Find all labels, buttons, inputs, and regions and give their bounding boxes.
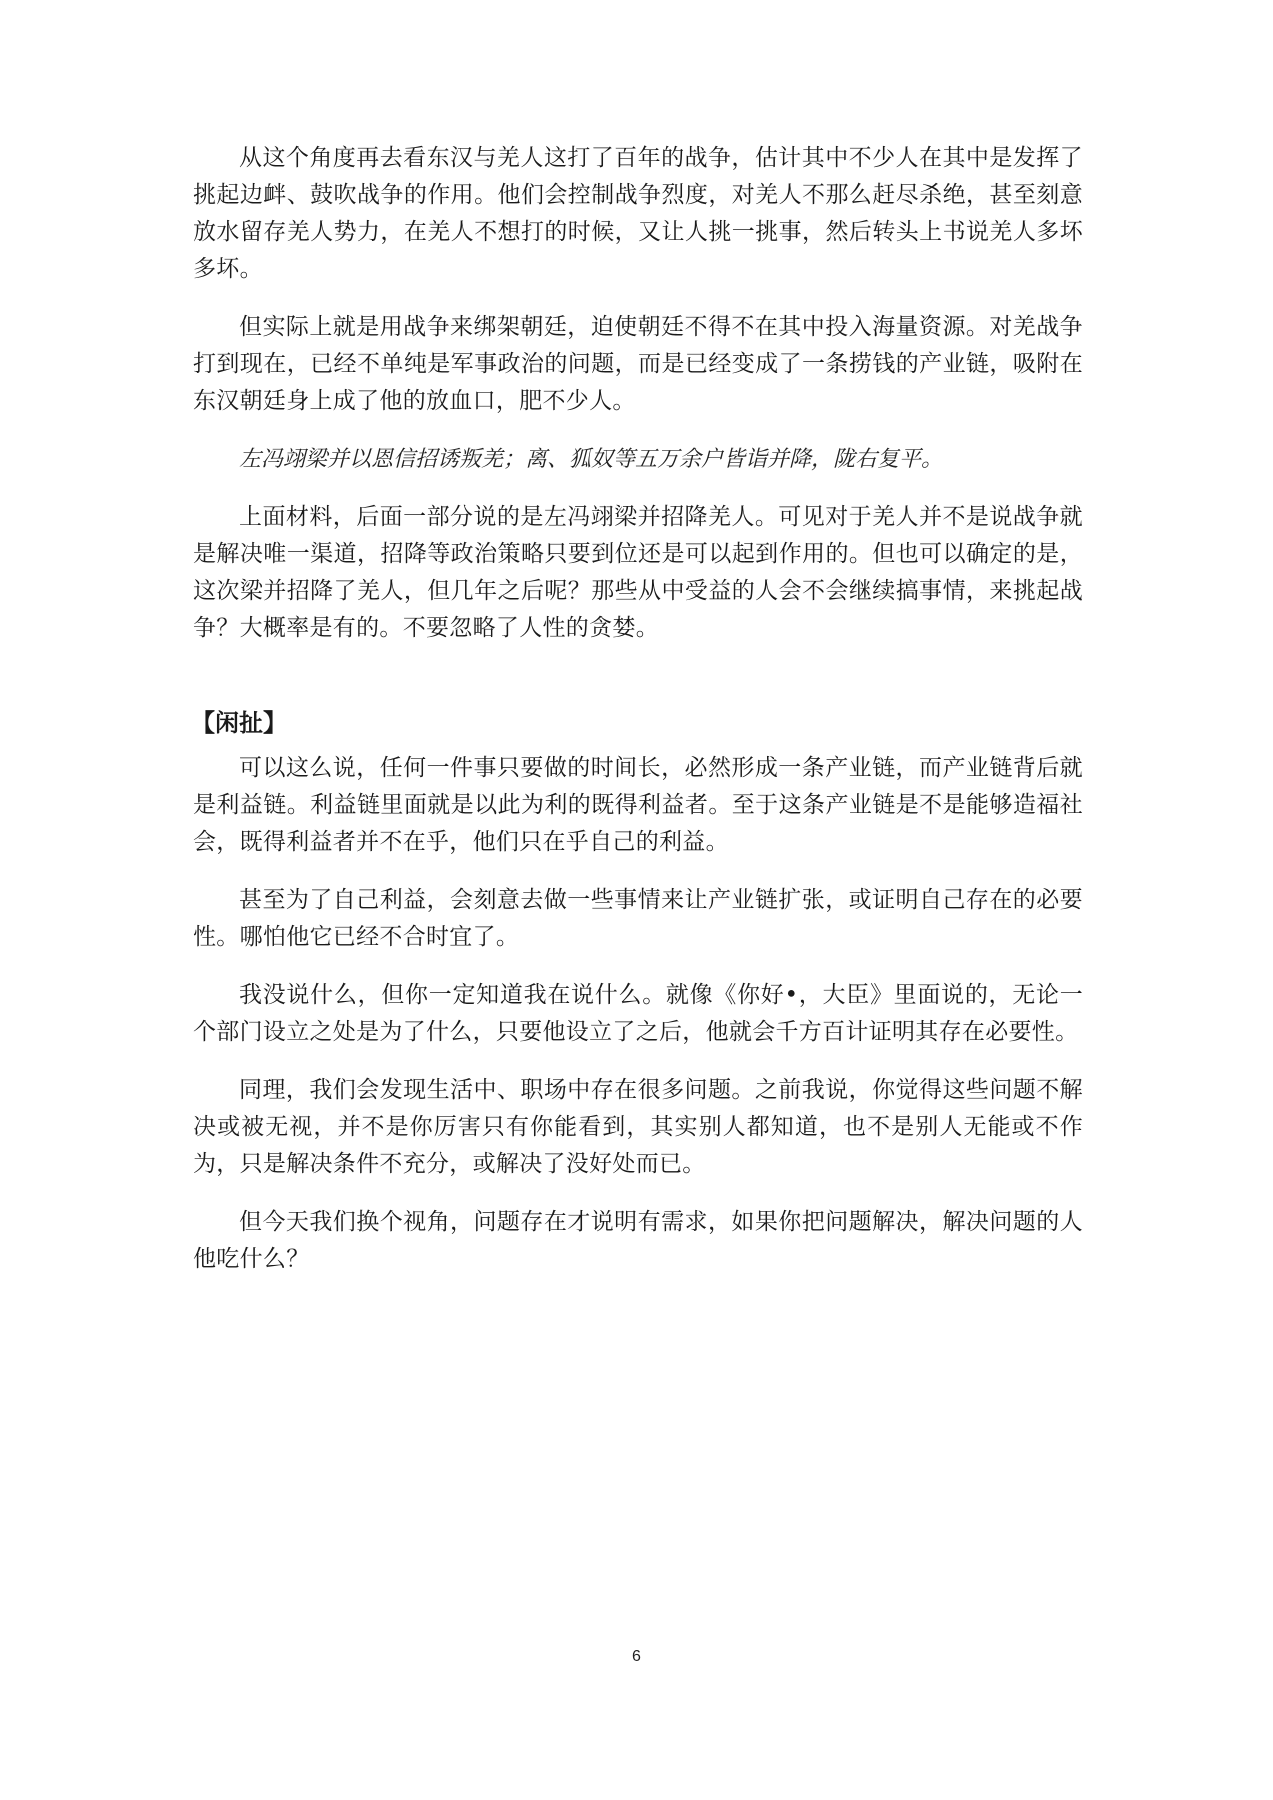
paragraph: 同理，我们会发现生活中、职场中存在很多问题。之前我说，你觉得这些问题不解决或被无视，并不是你厉害只有你能看到，其实别人都知道，也不是别人无能或不作为，只是解决条件不充分，或解决了没好处而已。 — [193, 1077, 1083, 1177]
page-number: 6 — [632, 1648, 641, 1665]
paragraph: 但实际上就是用战争来绑架朝廷，迫使朝廷不得不在其中投入海量资源。对羌战争打到现在，已经不单纯是军事政治的问题，而是已经变成了一条捞钱的产业链，吸附在东汉朝廷身上成了他的放血口，肥不少人。 — [193, 314, 1083, 414]
paragraph: 上面材料，后面一部分说的是左冯翊梁并招降羌人。可见对于羌人并不是说战争就是解决唯一渠道，招降等政治策略只要到位还是可以起到作用的。但也可以确定的是，这次梁并招降了羌人，但几年之后呢？那些从中受益的人会不会继续搞事情，来挑起战争？大概率是有的。不要忽略了人性的贪婪。 — [193, 504, 1083, 641]
paragraph: 从这个角度再去看东汉与羌人这打了百年的战争，估计其中不少人在其中是发挥了挑起边衅、鼓吹战争的作用。他们会控制战争烈度，对羌人不那么赶尽杀绝，甚至刻意放水留存羌人势力，在羌人不想打的时候，又让人挑一挑事，然后转头上书说羌人多坏多坏。 — [193, 145, 1083, 282]
page-content — [193, 140, 1083, 1299]
section-heading: 【闲扯】 — [191, 709, 287, 737]
paragraph: 可以这么说，任何一件事只要做的时间长，必然形成一条产业链，而产业链背后就是利益链。利益链里面就是以此为利的既得利益者。至于这条产业链是不是能够造福社会，既得利益者并不在乎，他们只在乎自己的利益。 — [193, 755, 1083, 855]
paragraph: 甚至为了自己利益，会刻意去做一些事情来让产业链扩张，或证明自己存在的必要性。哪怕他它已经不合时宜了。 — [193, 887, 1083, 950]
paragraph: 但今天我们换个视角，问题存在才说明有需求，如果你把问题解决，解决问题的人他吃什么？ — [193, 1209, 1083, 1272]
paragraph: 我没说什么，但你一定知道我在说什么。就像《你好•，大臣》里面说的，无论一个部门设立之处是为了什么，只要他设立了之后，他就会千方百计证明其存在必要性。 — [193, 982, 1083, 1045]
quoted-source-text: 左冯翊梁并以恩信招诱叛羌；离、狐奴等五万余户皆诣并降，陇右复平。 — [239, 447, 944, 472]
